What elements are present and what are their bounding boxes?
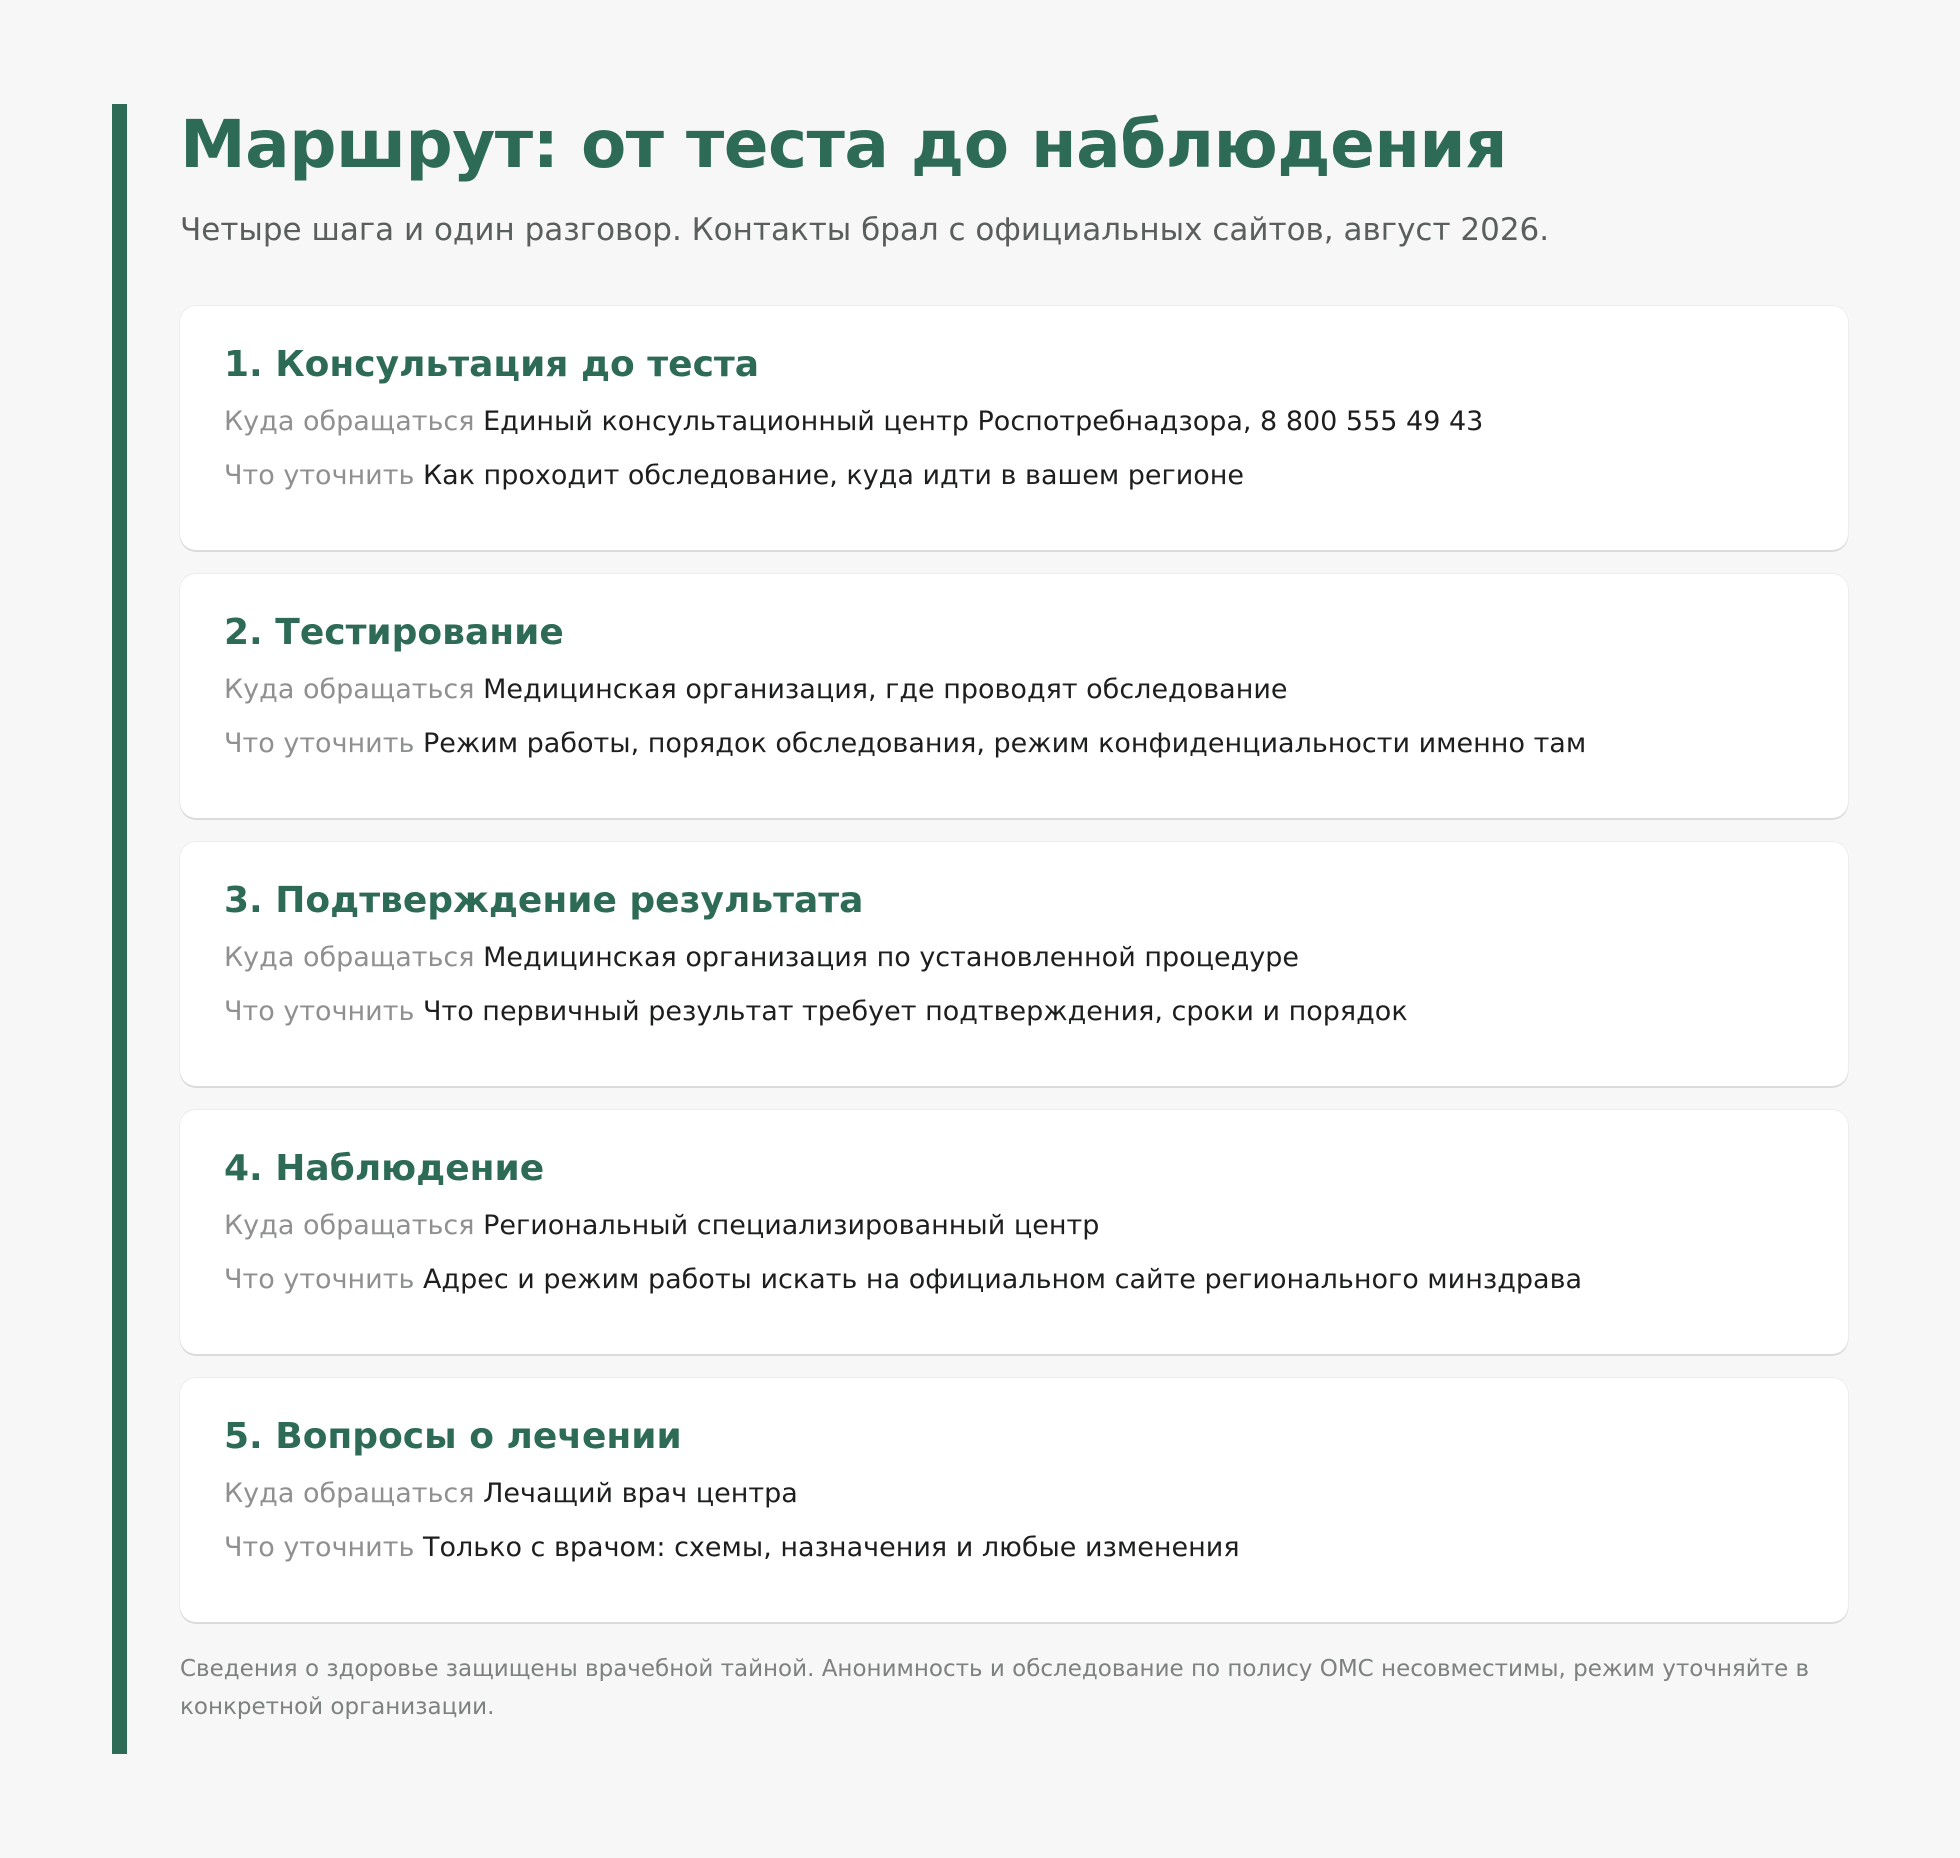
where-value: Медицинская организация по установленной процедуре <box>483 942 1300 973</box>
step-title: 2. Тестирование <box>224 612 564 653</box>
what-label: Что уточнить <box>224 996 415 1027</box>
step-title: 5. Вопросы о лечении <box>224 1416 682 1457</box>
what-value: Режим работы, порядок обследования, режим конфиденциальности именно там <box>422 728 1587 759</box>
step-what-row <box>224 1258 1804 1302</box>
what-label: Что уточнить <box>224 728 415 759</box>
step-card-testing <box>180 574 1848 818</box>
what-value: Адрес и режим работы искать на официальном сайте регионального минздрава <box>422 1264 1583 1295</box>
step-what-row <box>224 990 1804 1034</box>
step-card-consultation <box>180 306 1848 550</box>
where-label: Куда обращаться <box>224 1210 475 1241</box>
where-value: Лечащий врач центра <box>483 1478 798 1509</box>
where-value: Медицинская организация, где проводят обследование <box>483 674 1288 705</box>
what-label: Что уточнить <box>224 1264 415 1295</box>
step-title: 4. Наблюдение <box>224 1148 545 1189</box>
step-where-row <box>224 1472 1804 1516</box>
step-where-row <box>224 1204 1804 1248</box>
route-section <box>180 100 1848 1726</box>
step-title: 3. Подтверждение результата <box>224 880 864 921</box>
step-where-row <box>224 400 1804 444</box>
step-what-row <box>224 722 1804 766</box>
what-value: Как проходит обследование, куда идти в вашем регионе <box>422 460 1245 491</box>
where-label: Куда обращаться <box>224 1478 475 1509</box>
step-what-row <box>224 1526 1804 1570</box>
where-label: Куда обращаться <box>224 406 475 437</box>
step-card-confirmation <box>180 842 1848 1086</box>
what-label: Что уточнить <box>224 1532 415 1563</box>
privacy-footnote: Сведения о здоровье защищены врачебной тайной. Анонимность и обследование по полису ОМС несовместимы, режим уточняйте в конкретной организации. <box>180 1656 1810 1720</box>
where-label: Куда обращаться <box>224 942 475 973</box>
steps-list <box>180 306 1848 1622</box>
what-value: Что первичный результат требует подтверждения, сроки и порядок <box>422 996 1408 1027</box>
step-card-observation <box>180 1110 1848 1354</box>
where-label: Куда обращаться <box>224 674 475 705</box>
step-title: 1. Консультация до теста <box>224 344 760 385</box>
where-value: Единый консультационный центр Роспотребнадзора, 8 800 555 49 43 <box>483 406 1484 437</box>
accent-bar <box>112 104 127 1754</box>
page-subtitle: Четыре шага и один разговор. Контакты брал с официальных сайтов, август 2026. <box>180 212 1550 248</box>
step-where-row <box>224 668 1804 712</box>
step-what-row <box>224 454 1804 498</box>
where-value: Региональный специализированный центр <box>483 1210 1100 1241</box>
step-card-treatment <box>180 1378 1848 1622</box>
what-value: Только с врачом: схемы, назначения и любые изменения <box>422 1532 1240 1563</box>
step-where-row <box>224 936 1804 980</box>
page-title: Маршрут: от теста до наблюдения <box>180 106 1508 183</box>
what-label: Что уточнить <box>224 460 415 491</box>
